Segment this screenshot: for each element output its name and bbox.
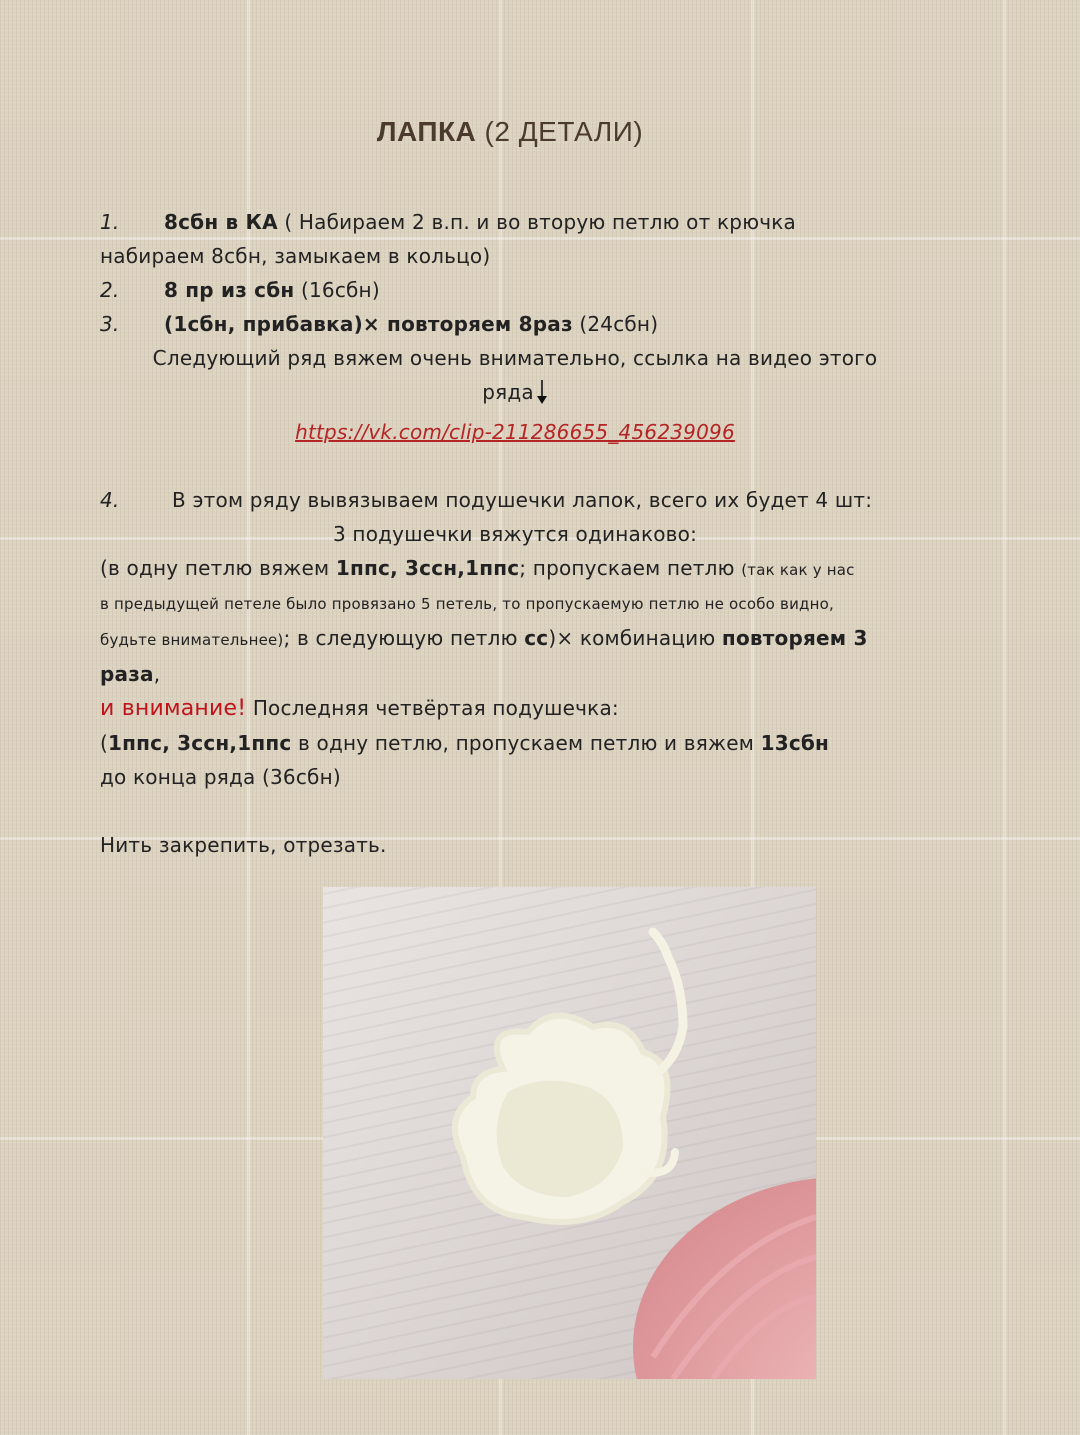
step-number: 2. <box>100 278 120 302</box>
step-4-para-4 <box>100 657 930 691</box>
title-rest: (2 ДЕТАЛИ) <box>484 116 644 147</box>
step-bold: 8 пр из сбн <box>164 278 295 302</box>
text-bold: 13сбн <box>760 731 830 755</box>
finish-line: Нить закрепить, отрезать. <box>100 833 387 857</box>
video-link-row <box>100 415 930 449</box>
text: ; пропускаем петлю <box>519 556 742 580</box>
step-number: 3. <box>100 312 120 336</box>
step-4 <box>100 483 930 517</box>
text-bold: сс <box>524 626 549 650</box>
last-pad-line <box>100 726 930 760</box>
text: (в одну петлю вяжем <box>100 556 336 580</box>
note-word: ряда <box>482 380 534 404</box>
step-bold: 8сбн в КА <box>164 210 278 234</box>
step-text: ( Набираем 2 в.п. и во вторую петлю от крючка <box>277 210 796 234</box>
step-4-para-3 <box>100 621 930 657</box>
last-pad-line-2: до конца ряда (36сбн) <box>100 765 341 789</box>
step-text: (24сбн) <box>572 312 659 336</box>
attention-line <box>100 691 930 726</box>
paw-photo <box>323 887 816 1379</box>
text-bold: повторяем 3 <box>721 626 868 650</box>
text: )× комбинацию <box>548 626 722 650</box>
small-text: будьте внимательнее) <box>100 631 284 649</box>
step-1 <box>100 205 930 239</box>
step-4-para-1 <box>100 551 930 587</box>
text: ; в следующую петлю <box>283 626 525 650</box>
text: Последняя четвёртая подушечка: <box>246 696 619 720</box>
text-bold: 1ппс, 3ссн,1ппс <box>335 556 520 580</box>
page-title <box>0 116 1020 148</box>
step-4-para-2: в предыдущей петеле было провязано 5 петель, то пропускаемую петлю не особо видно, <box>100 595 834 613</box>
step-1-continued: набираем 8сбн, замыкаем в кольцо) <box>100 244 491 268</box>
video-link[interactable]: https://vk.com/clip-211286655_456239096 <box>295 420 735 444</box>
text: ( <box>100 731 109 755</box>
small-text: (так как у нас <box>741 561 855 579</box>
text: , <box>153 662 161 686</box>
step-number: 4. <box>100 488 120 512</box>
attention-text: и внимание! <box>100 696 247 721</box>
step-2 <box>100 273 930 307</box>
note-line-1: Следующий ряд вяжем очень внимательно, ссылка на видео этого <box>152 346 878 370</box>
note-line-2 <box>100 375 930 415</box>
text: в одну петлю, пропускаем петлю и вяжем <box>291 731 761 755</box>
step-text: (16сбн) <box>294 278 380 302</box>
step-4-sub: 3 подушечки вяжутся одинаково: <box>332 522 698 546</box>
text-bold: раза <box>100 662 154 686</box>
step-bold: (1сбн, прибавка)× повторяем 8раз <box>164 312 573 336</box>
text-bold: 1ппс, 3ссн,1ппс <box>108 731 292 755</box>
pattern-text <box>100 205 930 862</box>
step-number: 1. <box>100 210 120 234</box>
step-4-intro: В этом ряду вывязываем подушечки лапок, всего их будет 4 шт: <box>172 488 873 512</box>
title-bold: ЛАПКА <box>376 116 477 147</box>
arrow-down-icon <box>536 379 548 415</box>
step-3 <box>100 307 930 341</box>
